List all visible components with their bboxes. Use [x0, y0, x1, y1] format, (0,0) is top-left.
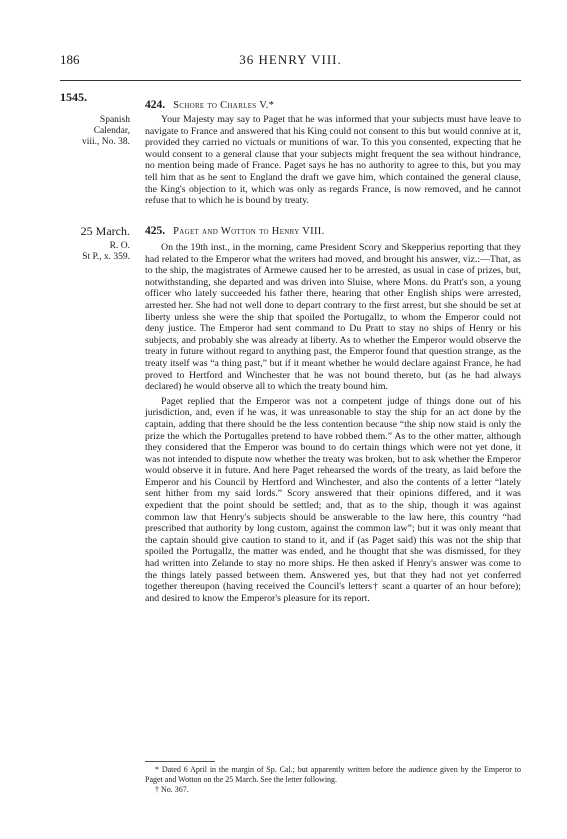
entry-title: Schore to Charles V.* [173, 100, 275, 111]
header-rule [60, 80, 521, 81]
paragraph: Your Majesty may say to Paget that he was informed that your subjects must have leave to navigate to France and answered that his King could not consent to this but would connive at it, provided they carried no victuals or munitions of war. To this you consented, expecting that he would consent to a general clause that your subjects might frequent the sea without hindrance, no mention being made of France. Paget says he has no authority to agree to this, but you may tell him that as he sent to England the draft we gave him, which contained the general clause, the King's objection to it, which was only as regards France, is now removed, and he cannot refuse that to which he is bound by treaty. [145, 114, 521, 207]
year-label: 1545. [60, 90, 87, 104]
entry-date-425: 25 March. [80, 224, 130, 238]
entry-body-424 [145, 114, 521, 210]
entry-number: 424. [145, 99, 166, 111]
paragraph: Paget replied that the Emperor was not a competent judge of things done out of his jurisdiction, and, even if he was, it was unreasonable to stay the ship for an act done by the captain, adding that there should be the less contention because “the ship now staid is only the prize the which the Portugalles pretend to have robbed them.” As to the other matter, although they considered that the Emperor was bound to do certain things which were not yet done, it was not intended to dispute now whether the treaty was broken, but to ask whether the Emperor would observe it in future. And here Paget rehearsed the words of the treaty, as laid before the Emperor and his Council by Hertford and Winchester, and also the contents of a letter “lately sent hither from my said lords.” Scory answered that their opinions differed, and it was expedient that the point should be settled; and, that as to the ship, though it was against common law that Henry's subjects should be answerable to the law here, this country “had prescribed that authority by long custom, against the common law”; but it was only meant that the captain should give caution to stand to it, and if (as Paget said) this was not the ship that spoiled the Portugallz, the matter was ended, and he thought that she was dismissed, for they had written into Zelande to stay no more ships. He then asked if Henry's answer was come to the things lately passed between them. Answered yes, but that they had not yet conferred together thereupon (having received the Council's letters† scant a quarter of an hour before); and desired to know the Emperor's pleasure for its report. [145, 395, 521, 604]
margin-note-424: Spanish Calendar, viii., No. 38. [81, 115, 130, 147]
entry-heading-424 [145, 99, 274, 111]
margin-note-425: R. O. St P., x. 359. [82, 241, 130, 262]
entry-title: Paget and Wotton to Henry VIII. [173, 226, 325, 237]
page-number: 186 [60, 52, 80, 67]
footnote-rule [145, 761, 215, 762]
footnote: † No. 367. [155, 785, 189, 794]
entry-heading-425 [145, 225, 325, 237]
footnote: * Dated 6 April in the margin of Sp. Cal.; but apparently written before the audience given by the Emperor to Paget and Wotton on the 25 March. See the letter following. [145, 765, 521, 784]
running-head: 36 HENRY VIII. [239, 52, 342, 67]
entry-number: 425. [145, 225, 166, 237]
footnotes [145, 765, 521, 795]
entry-body-425 [145, 242, 521, 607]
paragraph: On the 19th inst., in the morning, came President Scory and Skepperius reporting that they had related to the Emperor what the writers had moved, and brought his answer, viz.:—That, as to the ship, the magistrates of Armewe caused her to be arrested, as usual in case of prizes, but, notwithstanding, she departed and was driven into Sluise, where Mons. du Pratt's son, a young officer who lately succeeded his father there, hearing that other English ships were arrested, arrested her. She had not well done to depart contrary to the first arrest, but she should be set at liberty unless she were the ship that spoiled the Portugallz, to whom the Emperor could not deny justice. The Emperor had sent command to Du Pratt to stay no ships of Henry or his subjects, and probably she was already at liberty. As to whether the Emperor would observe the treaty in future without regard to anything past, the Emperor found that question strange, as the treaty itself was “a thing past,” but if it meant whether he would declare against France, he had proved to Hertford and Winchester that he was not bound thereto, but (as he had always declared) he would observe all to which the treaty bound him. [145, 242, 521, 393]
page-header [60, 52, 521, 70]
